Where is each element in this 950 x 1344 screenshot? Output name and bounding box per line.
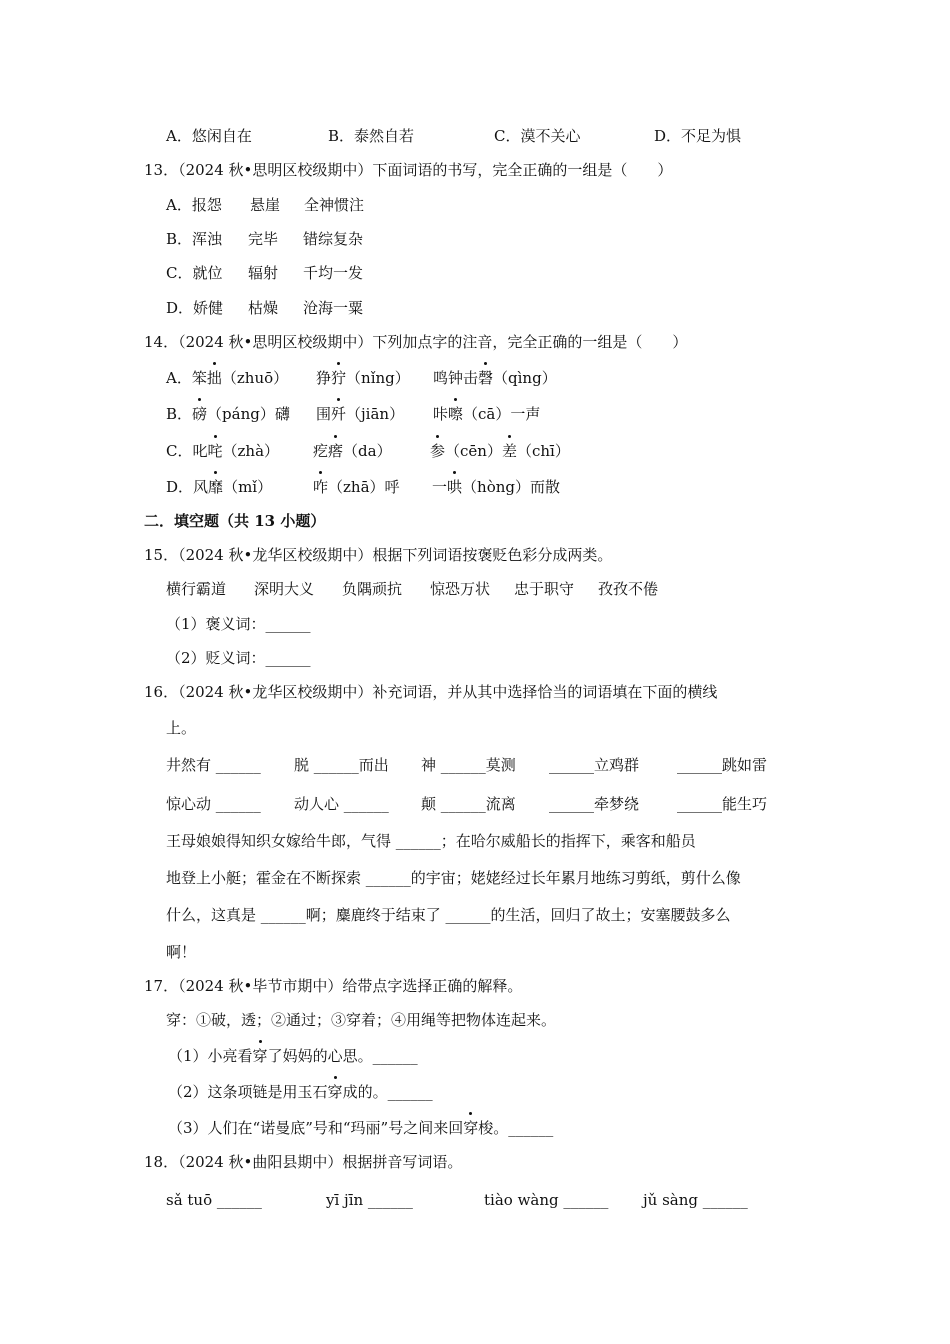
q16-paragraph-line: 什么，这真是 ______啊；麋鹿终于结束了 ______的生活，回归了故土；安塞腰鼓多么 (166, 906, 731, 924)
q17-stem (144, 975, 522, 997)
q17-sentence-1[interactable]: （1）小亮看穿了妈妈的心思。______ (168, 1047, 418, 1065)
emphasis-dot-char: 参 (430, 442, 446, 460)
list-item: 负隅顽抗 (342, 580, 403, 598)
q16-source: （2024 秋•龙华区校级期中） (178, 683, 373, 701)
list-item: 惊恐万状 (430, 580, 491, 598)
q14-number: 14． (144, 333, 179, 351)
q13-number: 13． (144, 161, 179, 179)
q15-number: 15． (144, 546, 179, 564)
emphasis-dot-char: 狞 (331, 369, 347, 387)
fill-blank[interactable]: 动人心 ______ (294, 795, 389, 813)
fill-blank[interactable]: sǎ tuō ______ (166, 1191, 262, 1209)
fill-blank[interactable]: 惊心动 ______ (166, 795, 261, 813)
emphasis-dot-char: 歼 (331, 405, 347, 423)
emphasis-dot-char: 瘩 (328, 442, 344, 460)
q16-paragraph-line: 王母娘娘得知织女嫁给牛郎，气得 ______；在哈尔威船长的指挥下，乘客和船员 (166, 832, 696, 850)
q17-sentence-2[interactable]: （2）这条项链是用玉石穿成的。______ (168, 1083, 433, 1101)
q13-stem (144, 159, 672, 181)
q18-stem (144, 1151, 462, 1173)
fill-blank[interactable]: yī jīn ______ (326, 1191, 413, 1209)
section-title: 二．填空题（共 13 小题） (144, 512, 326, 530)
fill-blank[interactable]: jǔ sàng ______ (643, 1191, 748, 1209)
list-item: 孜孜不倦 (598, 580, 659, 598)
emphasis-dot-char: 磅 (192, 405, 208, 423)
q15-stem (144, 544, 612, 566)
fill-blank[interactable]: 井然有 ______ (166, 756, 261, 774)
q14-source: （2024 秋•思明区校级期中） (178, 333, 373, 351)
q17-source: （2024 秋•毕节市期中） (178, 977, 343, 995)
q17-text: 给带点字选择正确的解释。 (342, 977, 523, 995)
q16-stem-cont: 上。 (166, 719, 197, 737)
list-item: 横行霸道 (166, 580, 227, 598)
emphasis-dot-char: 差 (501, 442, 517, 460)
q12-option-a[interactable]: A．悠闲自在 (166, 127, 252, 145)
fill-blank[interactable]: ______立鸡群 (549, 756, 640, 774)
list-item: 忠于职守 (514, 580, 575, 598)
fill-blank[interactable]: 神 ______莫测 (421, 756, 516, 774)
emphasis-dot-char: 拙 (206, 369, 222, 387)
q13-source: （2024 秋•思明区校级期中） (178, 161, 373, 179)
emphasis-dot-char: 嚓 (448, 405, 464, 423)
q18-source: （2024 秋•曲阳县期中） (178, 1153, 343, 1171)
q16-text: 补充词语，并从其中选择恰当的词语填在下面的横线 (372, 683, 718, 701)
emphasis-dot-char: 穿 (252, 1047, 268, 1065)
q18-number: 18． (144, 1153, 179, 1171)
fill-blank[interactable]: 颠 ______流离 (421, 795, 516, 813)
list-item: 深明大义 (254, 580, 315, 598)
q15-sub2-field[interactable]: （2）贬义词：______ (166, 649, 311, 667)
q15-sub1-field[interactable]: （1）褒义词：______ (166, 615, 311, 633)
q12-option-b[interactable]: B．泰然自若 (328, 127, 415, 145)
q13-text: 下面词语的书写，完全正确的一组是（ ） (372, 161, 673, 179)
q14-text: 下列加点字的注音，完全正确的一组是（ ） (372, 333, 688, 351)
q15-source: （2024 秋•龙华区校级期中） (178, 546, 373, 564)
q16-stem (144, 681, 717, 703)
q14-stem (144, 331, 687, 353)
emphasis-dot-char: 磬 (478, 369, 494, 387)
q16-number: 16． (144, 683, 179, 701)
q16-paragraph-line: 啊！ (166, 943, 197, 961)
q17-sentence-3[interactable]: （3）人们在“诺曼底”号和“玛丽”号之间来回穿梭。______ (168, 1119, 554, 1137)
emphasis-dot-char: 咋 (313, 478, 329, 496)
q12-option-d[interactable]: D．不足为惧 (654, 127, 742, 145)
emphasis-dot-char: 哄 (447, 478, 463, 496)
fill-blank[interactable]: ______能生巧 (677, 795, 768, 813)
q15-text: 根据下列词语按褒贬色彩分成两类。 (372, 546, 613, 564)
emphasis-dot-char: 靡 (208, 478, 224, 496)
fill-blank[interactable]: 脱 ______而出 (294, 756, 389, 774)
page: A．悠闲自在 B．泰然自若 C．漠不关心 D．不足为惧 13．（2024 秋•思明区校级期中）下面词语的书写，完全正确的一组是（ ） A．报怨 悬崖 全神惯注 B．浑浊 完毕 错综复杂 C．就位 辐射 千均一发 D．娇健 枯燥 沧海一粟 14．（2024 秋•思明区校级期中）下列加点字的注音，完全正确的一组是（ ） A．笨拙（zhuō） 狰狞（nǐng） 鸣钟击磬（qìng） B．磅（páng）礴 围歼（jiān） 咔嚓（cā）一声 C．叱咤（zhà） 疙瘩（da） 参（cēn）差（chī） D．风靡（mǐ） 咋（zhā）呼 一哄（hòng）而散 二．填空题（共 13 小题） 15．（2024 秋•龙华区校级期中）根据下列词语按褒贬色彩分成两类。 横行霸道 深明大义 负隅顽抗 惊恐万状 忠于职守 孜孜不倦 （1）褒义词：______ （2）贬义词：______ 16．（2024 秋•龙华区校级期中）补充词语，并从其中选择恰当的词语填在下面的横线 上。 井然有 ______ 脱 ______而出 神 ______莫测 ______立鸡群 ______跳如雷 惊心动 ______ 动人心 ______ 颠 ______流离 ______牵梦绕 ______能生巧 王母娘娘得知织女嫁给牛郎，气得 ______；在哈尔威船长的指挥下，乘客和船员 地登上小艇；霍金在不断探索 ______的宇宙；姥姥经过长年累月地练习剪纸，剪什么像 什么，这真是 ______啊；麋鹿终于结束了 ______的生活，回归了故土；安塞腰鼓多么 啊！ 17．（2024 秋•毕节市期中）给带点字选择正确的解释。 穿：①破，透；②通过；③穿着；④用绳等把物体连起来。 （1）小亮看穿了妈妈的心思。______ （2）这条项链是用玉石穿成的。______ （3）人们在“诺曼底”号和“玛丽”号之间来回穿梭。______ 18．（2024 秋•曲阳县期中）根据拼音写词语。 sǎ tuō ______ yī jīn ______ tiào wàng ______ jǔ sàng ______ (144, 127, 768, 1209)
emphasis-dot-char: 咤 (207, 442, 223, 460)
fill-blank[interactable]: ______跳如雷 (677, 756, 768, 774)
fill-blank[interactable]: tiào wàng ______ (484, 1191, 609, 1209)
emphasis-dot-char: 穿 (463, 1119, 479, 1137)
q12-option-c[interactable]: C．漠不关心 (494, 127, 581, 145)
q17-number: 17． (144, 977, 179, 995)
fill-blank[interactable]: ______牵梦绕 (549, 795, 640, 813)
q18-text: 根据拼音写词语。 (342, 1153, 463, 1171)
q16-paragraph-line: 地登上小艇；霍金在不断探索 ______的宇宙；姥姥经过长年累月地练习剪纸，剪什么像 (166, 869, 741, 887)
emphasis-dot-char: 穿 (327, 1083, 343, 1101)
q17-definitions: 穿：①破，透；②通过；③穿着；④用绳等把物体连起来。 (166, 1011, 557, 1029)
